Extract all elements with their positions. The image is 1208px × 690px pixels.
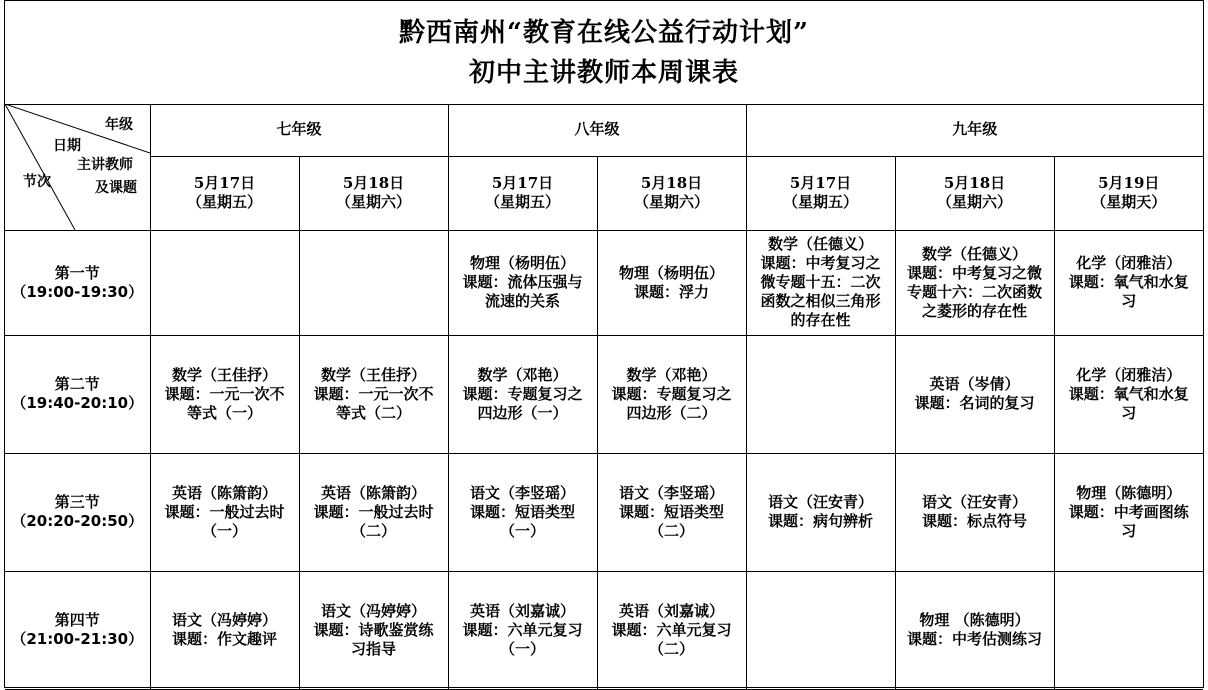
lesson-topic-line: 课题：中考画图练 [1068, 502, 1189, 521]
lesson-topic-line: 课题：短语类型 [619, 502, 725, 521]
period-name: 第三节 [54, 493, 100, 511]
title-block [5, 1, 1203, 105]
period-time: （19:00-19:30） [11, 282, 144, 301]
lesson-topic-line: 的存在性 [790, 311, 851, 329]
weekday-label: （星期五） [485, 193, 561, 211]
corner-date-label: 日期 [53, 138, 81, 154]
lesson-teacher: 英语（岑倩） [929, 375, 1020, 393]
lesson-teacher: 化学（闭雅洁） [1076, 365, 1182, 384]
period-cell [5, 335, 150, 453]
lesson-teacher: 数学（王佳抒） [171, 365, 277, 384]
lesson-teacher: 物理 （陈德明） [919, 611, 1030, 629]
date-label: 5月18日 [640, 174, 703, 192]
lesson-cell [746, 571, 895, 689]
lesson-topic-line: 等式（二） [336, 403, 412, 422]
lesson-teacher: 数学（任德义） [768, 235, 874, 253]
lesson-cell [597, 453, 746, 571]
lesson-cell [746, 230, 895, 335]
lesson-topic-line: 函数之相似三角形 [760, 292, 881, 310]
lesson-topic-line: 课题：一般过去时 [313, 502, 434, 521]
date-label: 5月19日 [1098, 174, 1160, 192]
date-label: 5月17日 [193, 174, 256, 192]
lesson-cell [299, 571, 448, 689]
period-time: （21:00-21:30） [11, 630, 144, 648]
lesson-topic-line: 课题：专题复习之 [611, 384, 732, 403]
lesson-topic-line: 习 [1121, 292, 1137, 310]
lesson-topic-line: 习指导 [351, 639, 397, 658]
lesson-topic-line: 课题：浮力 [634, 282, 710, 301]
lesson-teacher: 数学（邓艳） [477, 365, 568, 384]
lesson-teacher: 语文（李竖瑶） [470, 483, 576, 502]
period-time: （20:20-20:50） [11, 512, 144, 530]
lesson-teacher: 物理（陈德明） [1076, 483, 1182, 502]
lesson-teacher: 英语（陈箫韵） [321, 483, 427, 502]
lesson-topic-line: 习 [1121, 521, 1137, 540]
lesson-topic-line: 课题：短语类型 [470, 502, 576, 521]
lesson-teacher: 数学（邓艳） [626, 365, 717, 384]
date-label: 5月17日 [789, 174, 852, 192]
weekday-label: （星期天） [1091, 193, 1167, 211]
lesson-cell [150, 453, 299, 571]
period-row [5, 571, 1203, 689]
period-name: 第一节 [54, 263, 100, 282]
grade-header-row [5, 104, 1203, 156]
weekday-label: （星期五） [186, 193, 262, 211]
lesson-teacher: 数学（王佳抒） [321, 365, 427, 384]
period-name: 第四节 [54, 611, 100, 629]
lesson-cell [746, 453, 895, 571]
lesson-cell [1054, 453, 1203, 571]
lesson-topic-line: 课题：中考复习之 [760, 254, 881, 272]
lesson-cell [150, 230, 299, 335]
lesson-topic-line: 之菱形的存在性 [922, 301, 1028, 320]
lesson-cell [299, 453, 448, 571]
lesson-cell [1054, 571, 1203, 689]
corner-topic-label: 及课题 [95, 180, 137, 196]
date-header-cell [150, 156, 299, 230]
lesson-cell [895, 230, 1054, 335]
lesson-topic-line: （二） [351, 521, 397, 540]
lesson-topic-line: 四边形（二） [626, 403, 717, 422]
period-name: 第二节 [54, 375, 100, 393]
lesson-cell [150, 571, 299, 689]
lesson-cell [448, 335, 597, 453]
lesson-topic-line: 课题：氧气和水复 [1068, 384, 1189, 403]
lesson-teacher: 语文（冯婷婷） [171, 611, 277, 629]
schedule-sheet [4, 0, 1204, 688]
lesson-topic-line: 四边形（一） [477, 403, 568, 422]
title-line-2: 初中主讲教师本周课表 [468, 58, 739, 88]
lesson-teacher: 物理（杨明伍） [470, 254, 576, 272]
lesson-cell [597, 335, 746, 453]
lesson-cell [299, 230, 448, 335]
lesson-teacher: 语文（汪安青） [922, 493, 1028, 511]
grade-9-header: 九年级 [746, 104, 1203, 156]
grade-8-header: 八年级 [448, 104, 746, 156]
date-label: 5月18日 [943, 174, 1006, 192]
period-cell [5, 230, 150, 335]
lesson-cell [895, 335, 1054, 453]
lesson-topic-line: （二） [649, 639, 695, 658]
corner-header-cell [5, 104, 150, 230]
lesson-cell [746, 335, 895, 453]
lesson-topic-line: 微专题十五：二次 [760, 273, 881, 291]
lesson-topic-line: 流速的关系 [485, 292, 561, 310]
lesson-topic-line: 习 [1121, 403, 1137, 422]
lesson-cell [448, 453, 597, 571]
lesson-topic-line: 课题：专题复习之 [462, 384, 583, 403]
lesson-cell [1054, 230, 1203, 335]
lesson-topic-line: （一） [500, 639, 546, 658]
period-cell [5, 453, 150, 571]
lesson-topic-line: 课题：病句辨析 [768, 512, 874, 530]
lesson-cell [895, 453, 1054, 571]
lesson-topic-line: 课题：名词的复习 [914, 394, 1035, 412]
lesson-topic-line: 课题：一元一次不 [164, 384, 285, 403]
weekday-label: （星期五） [783, 193, 859, 211]
lesson-teacher: 语文（李竖瑶） [619, 483, 725, 502]
lesson-topic-line: 课题：六单元复习 [611, 620, 732, 639]
lesson-teacher: 英语（刘嘉诚） [619, 601, 725, 620]
lesson-teacher: 数学（任德义） [922, 244, 1028, 263]
corner-grade-label: 年级 [105, 117, 133, 133]
weekday-label: （星期六） [937, 193, 1013, 211]
lesson-topic-line: 课题：一元一次不 [313, 384, 434, 403]
date-label: 5月17日 [491, 174, 554, 192]
corner-period-label: 节次 [23, 174, 51, 190]
lesson-cell [1054, 335, 1203, 453]
weekday-label: （星期六） [634, 193, 710, 211]
period-row [5, 230, 1203, 335]
lesson-cell [597, 230, 746, 335]
period-row [5, 453, 1203, 571]
period-row [5, 335, 1203, 453]
date-header-cell [746, 156, 895, 230]
lesson-topic-line: 课题：六单元复习 [462, 620, 583, 639]
date-header-row [5, 156, 1203, 230]
corner-teacher-label: 主讲教师 [77, 157, 133, 173]
lesson-cell [448, 571, 597, 689]
lesson-cell [150, 335, 299, 453]
lesson-topic-line: （二） [649, 521, 695, 540]
lesson-teacher: 化学（闭雅洁） [1076, 254, 1182, 272]
grade-7-header: 七年级 [150, 104, 448, 156]
lesson-cell [448, 230, 597, 335]
lesson-topic-line: 专题十六：二次函数 [907, 282, 1043, 301]
lesson-topic-line: 课题：流体压强与 [462, 273, 583, 291]
date-header-cell [895, 156, 1054, 230]
lesson-cell [299, 335, 448, 453]
date-header-cell [597, 156, 746, 230]
period-cell [5, 571, 150, 689]
lesson-topic-line: 课题：诗歌鉴赏练 [313, 620, 434, 639]
date-header-cell [448, 156, 597, 230]
lesson-topic-line: 课题：一般过去时 [164, 502, 285, 521]
lesson-teacher: 物理（杨明伍） [619, 263, 725, 282]
schedule-table [5, 104, 1203, 690]
lesson-teacher: 语文（冯婷婷） [321, 601, 427, 620]
title-line-1: 黔西南州“教育在线公益行动计划” [399, 18, 809, 48]
lesson-topic-line: （一） [500, 521, 546, 540]
lesson-topic-line: 课题：氧气和水复 [1068, 273, 1189, 291]
lesson-teacher: 语文（汪安青） [768, 493, 874, 511]
lesson-topic-line: 课题：作文趣评 [171, 630, 277, 648]
lesson-topic-line: 等式（一） [186, 403, 262, 422]
lesson-teacher: 英语（陈箫韵） [171, 483, 277, 502]
date-label: 5月18日 [342, 174, 405, 192]
lesson-topic-line: 课题：中考估测练习 [907, 630, 1043, 648]
lesson-teacher: 英语（刘嘉诚） [470, 601, 576, 620]
lesson-topic-line: 课题：中考复习之微 [907, 263, 1043, 282]
period-time: （19:40-20:10） [11, 394, 144, 412]
lesson-cell [895, 571, 1054, 689]
weekday-label: （星期六） [336, 193, 412, 211]
date-header-cell [1054, 156, 1203, 230]
lesson-topic-line: （一） [201, 521, 247, 540]
lesson-topic-line: 课题：标点符号 [922, 512, 1028, 530]
date-header-cell [299, 156, 448, 230]
lesson-cell [597, 571, 746, 689]
